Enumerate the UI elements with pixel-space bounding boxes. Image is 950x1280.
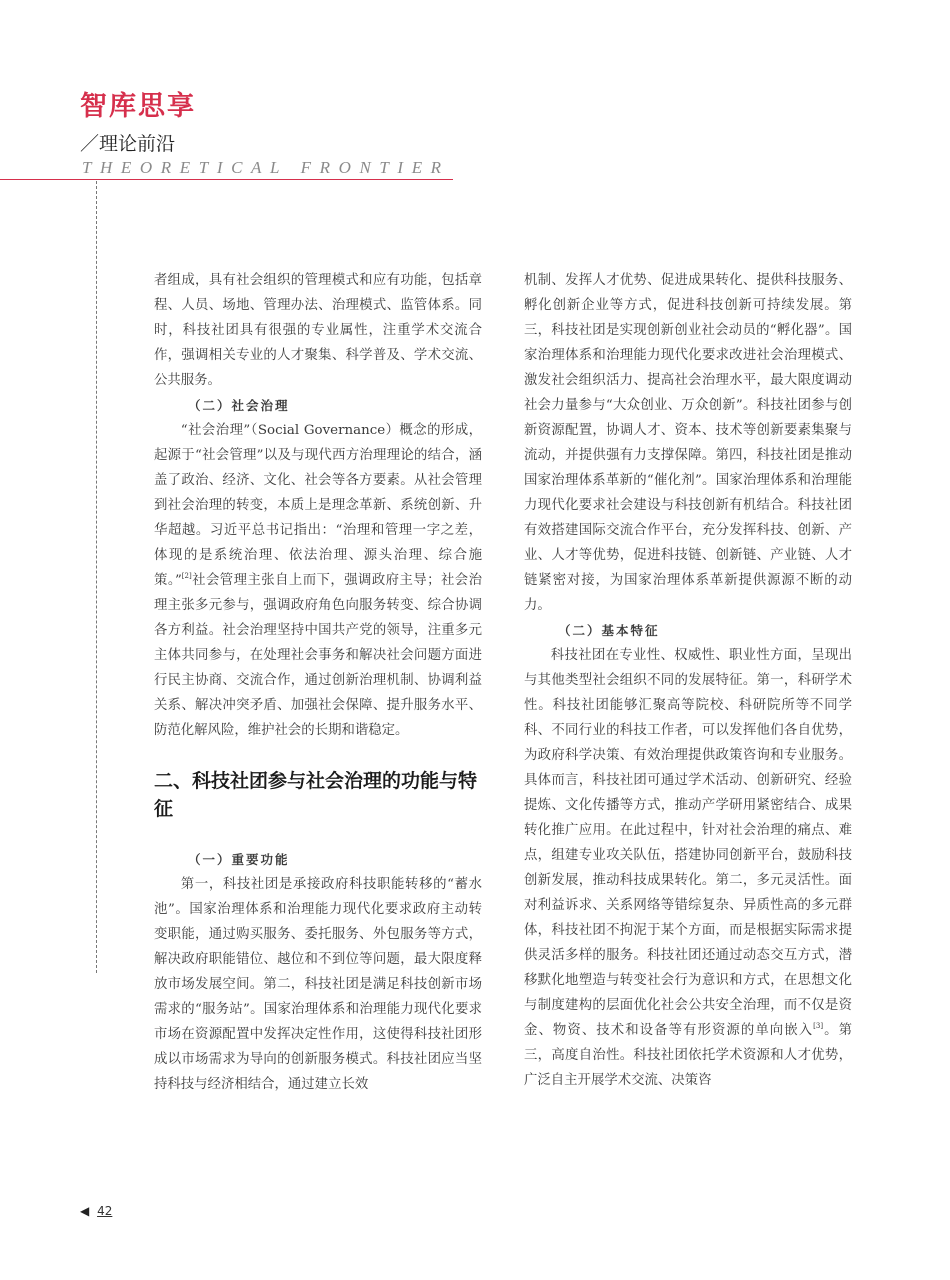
paragraph-features: [524, 643, 852, 1093]
paragraph-functions: 第一，科技社团是承接政府科技职能转移的“蓄水池”。国家治理体系和治理能力现代化要求政府主动转变职能，通过购买服务、委托服务、外包服务等方式，解决政府职能错位、越位和不到位等问题，最大限度释放市场发展空间。第二，科技社团是满足科技创新市场需求的“服务站”。国家治理体系和治理能力现代化要求市场在资源配置中发挥决定性作用，这使得科技社团形成以市场需求为导向的创新服务模式。科技社团应当坚持科技与经济相结合，通过建立长效: [154, 877, 482, 1092]
paragraph-text: “社会治理”（Social Governance）概念的形成，起源于“社会管理”以及与现代西方治理理论的结合，涵盖了政治、经济、文化、社会等各方要素。从社会管理到社会治理的转变，本质上是理念革新、系统创新、升华超越。习近平总书记指出：“治理和管理一字之差，体现的是系统治理、依法治理、源头治理、综合施策。”: [154, 423, 482, 588]
paragraph-continued: 者组成，具有社会组织的管理模式和应有功能，包括章程、人员、场地、管理办法、治理模式、监管体系。同时，科技社团具有很强的专业属性，注重学术交流合作，强调相关专业的人才聚集、科学普及、学术交流、公共服务。: [154, 273, 482, 388]
paragraph-continued: 机制、发挥人才优势、促进成果转化、提供科技服务、孵化创新企业等方式，促进科技创新可持续发展。第三，科技社团是实现创新创业社会动员的“孵化器”。国家治理体系和治理能力现代化要求改进社会治理模式、激发社会组织活力、提高社会治理水平，最大限度调动社会力量参与“大众创业、万众创新”。科技社团参与创新资源配置，协调人才、资本、技术等创新要素集聚与流动，并提供强有力支撑保障。第四，科技社团是推动国家治理体系革新的“催化剂”。国家治理体系和治理能力现代化要求社会建设与科技创新有机结合。科技社团有效搭建国际交流合作平台，充分发挥科技、创新、产业、人才等优势，促进科技链、创新链、产业链、人才链紧密对接，为国家治理体系革新提供源源不断的动力。: [524, 273, 852, 613]
left-text-column: [154, 268, 482, 1097]
subheading-important-functions: （一）重要功能: [188, 852, 290, 867]
margin-dashed-line: [96, 181, 97, 973]
page-number: 42: [97, 1204, 113, 1218]
paragraph-text: 社会管理主张自上而下，强调政府主导；社会治理主张多元参与，强调政府角色向服务转变、综合协调各方利益。社会治理坚持中国共产党的领导，注重多元主体共同参与，在处理社会事务和解决社会问题方面进行民主协商、交流合作，通过创新治理机制、协调利益关系、解决冲突矛盾、加强社会保障、提升服务水平、防范化解风险，维护社会的长期和谐稳定。: [154, 573, 482, 738]
header-divider: [0, 179, 453, 180]
section-title-cn: ／理论前沿: [80, 133, 176, 155]
page-footer: [80, 1204, 112, 1218]
column-brand-title: 智库思享: [80, 91, 196, 122]
section-title-en: THEORETICAL FRONTIER: [82, 158, 450, 177]
citation-ref-3: [3]: [813, 1022, 824, 1030]
section-heading-2: 二、科技社团参与社会治理的功能与特征: [154, 770, 478, 820]
citation-ref-2: [2]: [181, 572, 192, 580]
paragraph-text: 科技社团在专业性、权威性、职业性方面，呈现出与其他类型社会组织不同的发展特征。第一，科研学术性。科技社团能够汇聚高等院校、科研院所等不同学科、不同行业的科技工作者，可以发挥他们各自优势，为政府科学决策、有效治理提供政策咨询和专业服务。具体而言，科技社团可通过学术活动、创新研究、经验提炼、文化传播等方式，推动产学研用紧密结合、成果转化推广应用。在此过程中，针对社会治理的痛点、难点，组建专业攻关队伍，搭建协同创新平台，鼓励科技创新发展，推动科技成果转化。第二，多元灵活性。面对利益诉求、关系网络等错综复杂、异质性高的多元群体，科技社团不拘泥于某个方面，而是根据实际需求提供灵活多样的服务。科技社团还通过动态交互方式，潜移默化地塑造与转变社会行为意识和方式，在思想文化与制度建构的层面优化社会公共安全治理，而不仅是资金、物资、技术和设备等有形资源的单向嵌入: [524, 648, 852, 1038]
paragraph-social-governance: [154, 418, 482, 743]
subheading-social-governance: （二）社会治理: [188, 398, 290, 413]
paragraph-text: 。第三，高度自治性。科技社团依托学术资源和人才优势，广泛自主开展学术交流、决策咨: [524, 1023, 853, 1088]
subheading-basic-features: （二）基本特征: [558, 623, 660, 638]
right-text-column: [524, 268, 852, 1093]
triangle-left-icon: ◀: [80, 1204, 90, 1218]
